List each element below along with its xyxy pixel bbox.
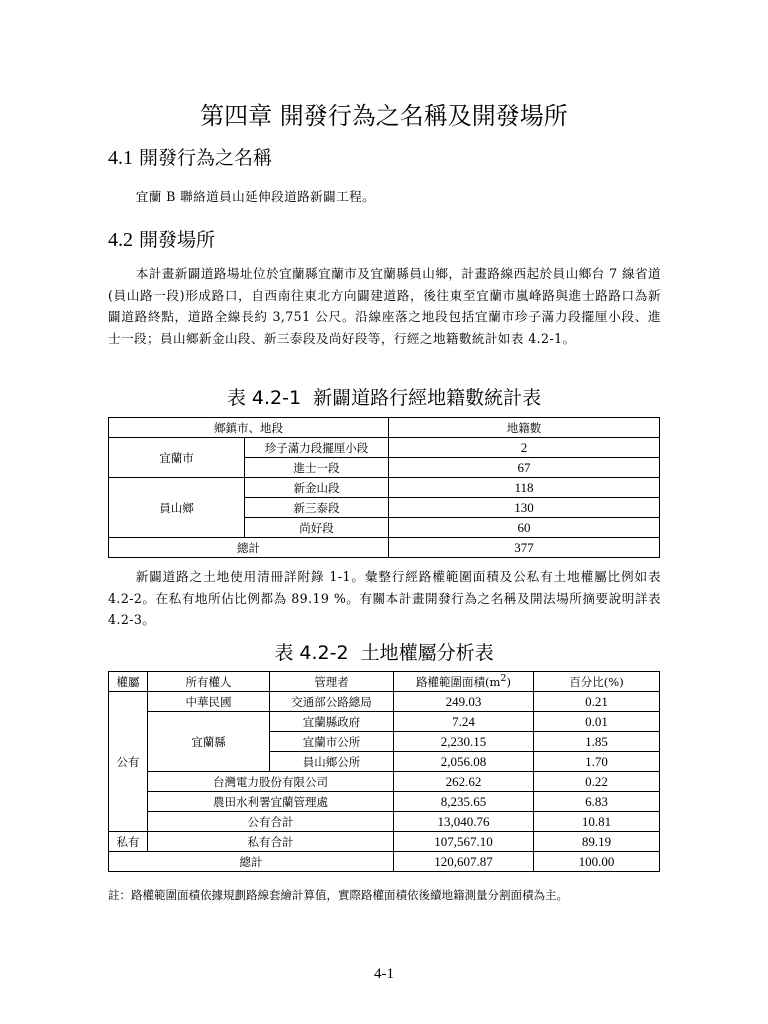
public-label-cell: 公有	[109, 692, 148, 832]
section-number: 4.2	[108, 229, 133, 251]
pct-cell: 6.83	[534, 792, 660, 812]
group-cell: 員山鄉	[109, 478, 245, 538]
total-value: 377	[389, 538, 660, 558]
chapter-title: 第四章 開發行為之名稱及開發場所	[200, 102, 568, 130]
table-total-row	[109, 538, 660, 558]
count-cell: 2	[389, 438, 660, 458]
section-cell: 珍子滿力段擺厘小段	[245, 438, 389, 458]
area-cell: 107,567.10	[394, 832, 534, 852]
section-4-1-heading	[108, 143, 272, 170]
area-cell: 262.62	[394, 772, 534, 792]
section-title: 開發場所	[139, 229, 216, 251]
table-row	[109, 478, 660, 498]
section-number: 4.1	[108, 147, 133, 169]
area-cell: 2,056.08	[394, 752, 534, 772]
pct-cell: 0.21	[534, 692, 660, 712]
table-row	[109, 692, 660, 712]
group-cell: 宜蘭市	[109, 438, 245, 478]
table2-caption	[0, 638, 768, 665]
table-row	[109, 792, 660, 812]
header-cell: 地籍數	[389, 418, 660, 438]
section-cell: 新金山段	[245, 478, 389, 498]
owner-cell: 中華民國	[148, 692, 270, 712]
total-label: 總計	[109, 538, 389, 558]
paragraph: 宜蘭 B 聯絡道員山延伸段道路新闢工程。	[135, 189, 376, 204]
owner-cell: 台灣電力股份有限公司	[148, 772, 394, 792]
private-label-cell: 私有	[109, 832, 148, 852]
section-cell: 尚好段	[245, 518, 389, 538]
table-header-row	[109, 418, 660, 438]
header-cell: 管理者	[270, 672, 394, 692]
area-cell: 7.24	[394, 712, 534, 732]
header-cell: 所有權人	[148, 672, 270, 692]
count-cell: 67	[389, 458, 660, 478]
section-4-1-body	[108, 186, 661, 208]
area-cell: 249.03	[394, 692, 534, 712]
total-label: 總計	[109, 852, 394, 872]
area-cell: 2,230.15	[394, 732, 534, 752]
manager-cell: 員山鄉公所	[270, 752, 394, 772]
manager-cell: 交通部公路總局	[270, 692, 394, 712]
table-row	[109, 438, 660, 458]
mid-body	[108, 566, 661, 631]
table-row	[109, 712, 660, 732]
count-cell: 60	[389, 518, 660, 538]
section-4-2-heading	[108, 225, 215, 252]
table1-caption	[0, 383, 768, 410]
paragraph: 本計畫新闢道路場址位於宜蘭縣宜蘭市及宜蘭縣員山鄉，計畫路線西起於員山鄉台 7 線省道(員山路一段)形成路口，自西南往東北方向闢建道路，後往東至宜蘭市嵐峰路與進士路路口為新闢道路終點，道路全線長約 3,751 公尺。沿線座落之地段包括宜蘭市珍子滿力段擺厘小段、進士一段；員山鄉新金山段、新三泰段及尚好段等，行經之地籍數統計如表 4.2-1。	[108, 266, 661, 346]
area-cell: 13,040.76	[394, 812, 534, 832]
header-text: )	[506, 674, 511, 689]
table-row	[109, 832, 660, 852]
caption-number: 表 4.2-1	[226, 387, 302, 409]
pct-cell: 10.81	[534, 812, 660, 832]
page-number: 4-1	[374, 966, 394, 982]
pct-cell: 100.00	[534, 852, 660, 872]
table-header-row	[109, 672, 660, 692]
table-row	[109, 812, 660, 832]
pct-cell: 1.85	[534, 732, 660, 752]
section-title: 開發行為之名稱	[139, 147, 273, 169]
pct-cell: 89.19	[534, 832, 660, 852]
area-cell: 8,235.65	[394, 792, 534, 812]
table-note: 註：路權範圍面積依據規劃路線套繪計算值，實際路權面積依後續地籍測量分割面積為主。	[108, 888, 568, 902]
section-4-2-body	[108, 263, 661, 349]
table-row	[109, 772, 660, 792]
manager-cell: 宜蘭市公所	[270, 732, 394, 752]
section-cell: 進士一段	[245, 458, 389, 478]
paragraph: 新闢道路之土地使用清冊詳附錄 1-1。彙整行經路權範圍面積及公私有土地權屬比例如表 4.2-2。在私有地所佔比例都為 89.19 %。有關本計畫開發行為之名稱及開法場所摘要說明詳表 4.2-3。	[108, 569, 661, 627]
owner-cell: 宜蘭縣	[148, 712, 270, 772]
caption-title: 新闢道路行經地籍數統計表	[313, 387, 542, 409]
subtotal-label: 私有合計	[148, 832, 394, 852]
header-cell	[394, 672, 534, 692]
caption-title: 土地權屬分析表	[360, 642, 494, 664]
header-text: 路權範圍面積(m	[416, 674, 501, 689]
header-cell: 鄉鎮市、地段	[109, 418, 389, 438]
table1	[108, 417, 660, 558]
owner-cell: 農田水利署宜蘭管理處	[148, 792, 394, 812]
table-total-row	[109, 852, 660, 872]
header-cell: 權屬	[109, 672, 148, 692]
pct-cell: 0.22	[534, 772, 660, 792]
header-cell: 百分比(%)	[534, 672, 660, 692]
count-cell: 118	[389, 478, 660, 498]
table2	[108, 671, 660, 872]
subtotal-label: 公有合計	[148, 812, 394, 832]
superscript: 2	[500, 673, 507, 685]
pct-cell: 0.01	[534, 712, 660, 732]
pct-cell: 1.70	[534, 752, 660, 772]
count-cell: 130	[389, 498, 660, 518]
section-cell: 新三泰段	[245, 498, 389, 518]
manager-cell: 宜蘭縣政府	[270, 712, 394, 732]
area-cell: 120,607.87	[394, 852, 534, 872]
caption-number: 表 4.2-2	[274, 642, 349, 664]
